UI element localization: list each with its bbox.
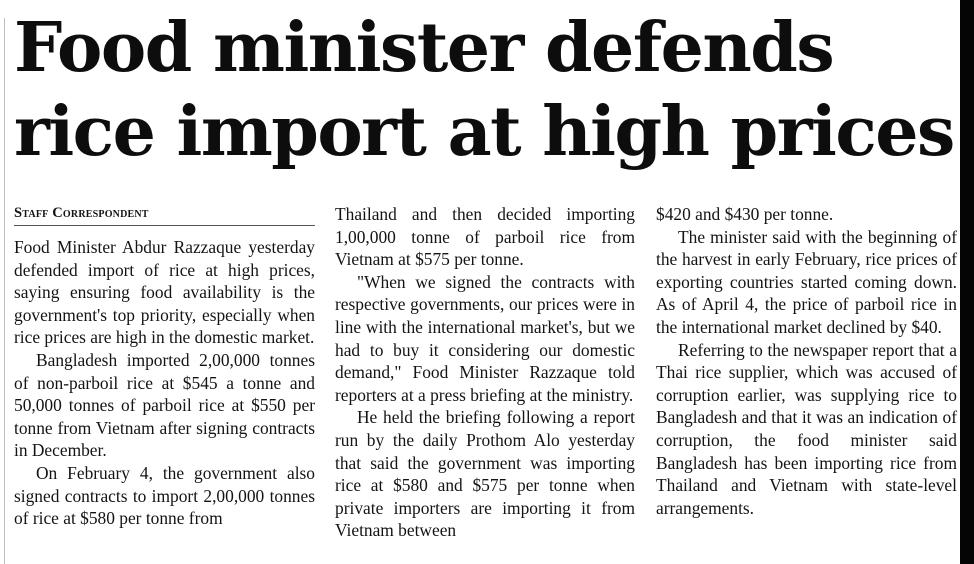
paragraph: "When we signed the contracts with respective governments, our prices were in line with the international market's, but we had to buy it considering our domestic demand," Food Minister Razzaque told reporters at a press briefing at the ministry. [335, 271, 635, 405]
byline: Staff Correspondent [14, 203, 315, 226]
paragraph: Thailand and then decided importing 1,00,000 tonne of parboil rice from Vietnam at $575 per tonne. [335, 204, 635, 270]
paragraph: Food Minister Abdur Razzaque yesterday defended import of rice at high prices, saying ensuring food availability is the government's top priority, especially when rice prices are high in the domestic market. [14, 237, 315, 348]
paragraph: He held the briefing following a report run by the daily Prothom Alo yesterday that said the government was importing rice at $580 and $575 per tonne when private importers are importing it from Vietnam between [335, 407, 635, 541]
paragraph: On February 4, the government also signed contracts to import 2,00,000 tonnes of rice at $580 per tonne from [14, 462, 315, 529]
article-column-2 [335, 203, 635, 542]
paragraph: Bangladesh imported 2,00,000 tonnes of non-parboil rice at $545 a tonne and 50,000 tonnes of parboil rice at $550 per tonne from Vietnam after signing contracts in December. [14, 349, 315, 461]
article-column-3 [656, 203, 957, 519]
paragraph: $420 and $430 per tonne. [656, 204, 834, 224]
article-headline: Food minister defends rice import at high prices [14, 8, 954, 172]
left-margin-rule [4, 18, 5, 564]
article-column-1 [14, 203, 315, 530]
paragraph: Referring to the newspaper report that a Thai rice supplier, which was accused of corruption earlier, was supplying rice to Bangladesh and that it was an indication of corruption, the food minister said Bangladesh has been importing rice from Thailand and Vietnam with state-level arrangements. [656, 339, 957, 518]
page-edge-bar [960, 0, 974, 564]
paragraph: The minister said with the beginning of the harvest in early February, rice prices of exporting countries started coming down. As of April 4, the price of parboil rice in the international market declined by $40. [656, 226, 957, 337]
